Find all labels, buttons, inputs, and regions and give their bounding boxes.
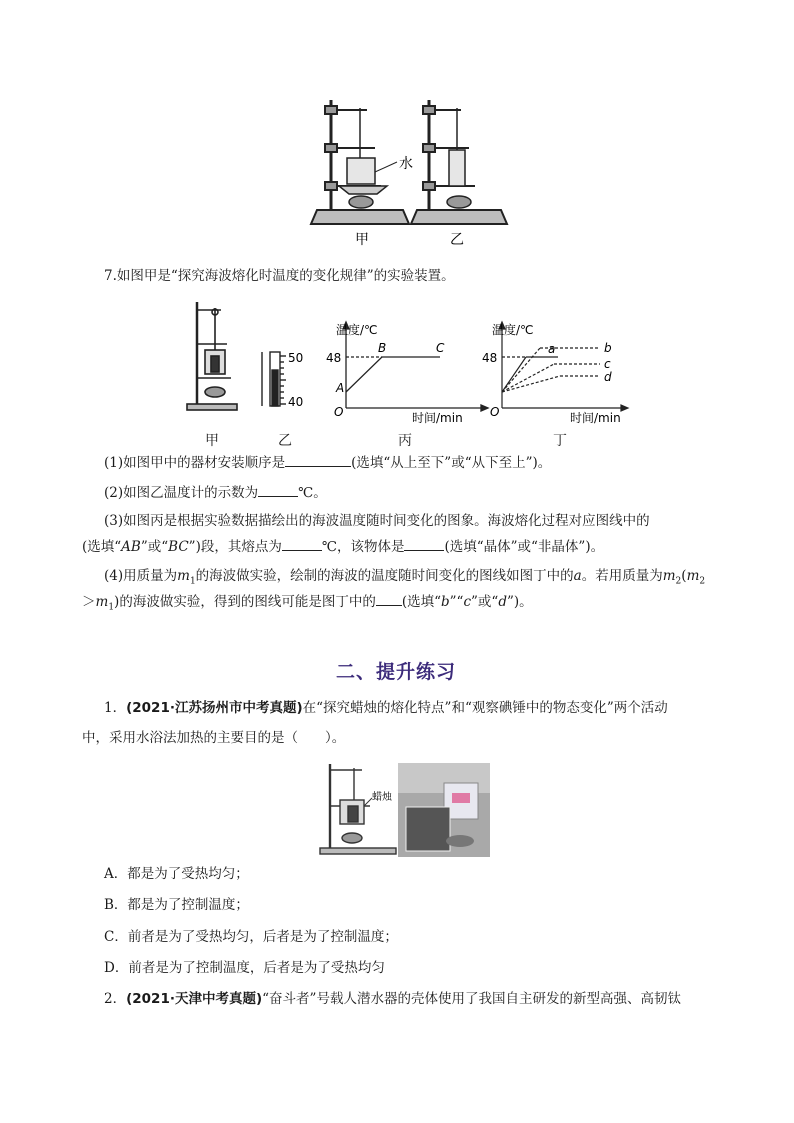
ding-label-d: d bbox=[604, 370, 612, 384]
q7-sub4-line2: $>m_1$)的海波做实验，得到的图线可能是图丁中的 (选填“b”“c”或“d”)。 bbox=[82, 591, 533, 618]
q7-caption-ding: 丁 bbox=[553, 433, 567, 449]
section2-heading: 二、提升练习 bbox=[336, 661, 457, 683]
ding-line-c-rise bbox=[502, 364, 554, 392]
q7-sub2: (2)如图乙温度计的示数为 ℃。 bbox=[104, 482, 327, 503]
s2-q1-option-c[interactable]: C．前者是为了受热均匀，后者是为了控制温度； bbox=[104, 929, 398, 945]
ding-label-a: a bbox=[548, 342, 556, 356]
q7-sub3-blank2 bbox=[404, 536, 444, 551]
q7-chart-bing bbox=[322, 318, 498, 424]
bing-ylabel: 温度/℃ bbox=[336, 323, 378, 337]
q7-sub3-blank1 bbox=[282, 536, 322, 551]
q7-sub1: (1)如图甲中的器材安装顺序是 (选填“从上至下”或“从下至上”)。 bbox=[104, 452, 551, 473]
q7-chart-ding bbox=[482, 318, 638, 424]
top-caption-jia: 甲 bbox=[355, 232, 369, 248]
ding-y-tick-48: 48 bbox=[482, 351, 498, 365]
bing-origin: O bbox=[334, 405, 344, 419]
q7-stem: 7.如图甲是“探究海波熔化时温度的变化规律”的实验装置。 bbox=[104, 268, 455, 284]
bing-point-b: B bbox=[378, 341, 387, 355]
s2-q2-line1: 2．(2021·天津中考真题)“奋斗者”号载人潜水器的壳体使用了我国自主研发的新型高强、高韧钛 bbox=[104, 991, 681, 1007]
s2-q1-candle-label: 蜡烛 bbox=[372, 792, 392, 803]
top-caption-yi: 乙 bbox=[450, 232, 464, 248]
ding-label-b: b bbox=[604, 341, 612, 355]
thermometer-top-tick: 50 bbox=[288, 351, 304, 365]
s2-q1-photo bbox=[398, 763, 490, 857]
bing-point-a: A bbox=[336, 381, 345, 395]
bing-point-c: C bbox=[436, 341, 445, 355]
bing-segment-ab bbox=[346, 357, 382, 392]
ding-ylabel: 温度/℃ bbox=[492, 323, 534, 337]
q7-apparatus-jia bbox=[185, 300, 239, 412]
q7-sub4-blank bbox=[376, 591, 402, 606]
water-label: 水 bbox=[399, 156, 413, 172]
ding-xlabel: 时间/min bbox=[570, 411, 621, 424]
top-apparatus-figure bbox=[305, 92, 515, 250]
ding-line-b-rise bbox=[502, 348, 540, 392]
ding-label-c: c bbox=[604, 357, 611, 371]
q7-thermometer-yi bbox=[258, 350, 312, 410]
q7-sub1-blank bbox=[285, 452, 351, 467]
q7-caption-yi: 乙 bbox=[278, 433, 292, 449]
q7-caption-jia: 甲 bbox=[205, 433, 219, 449]
q7-sub4-line1: (4)用质量为$m_1$的海波做实验，绘制的海波的温度随时间变化的图线如图丁中的a。若用质量为$m_2(m_2$ bbox=[104, 568, 706, 587]
bing-y-tick-48: 48 bbox=[326, 351, 342, 365]
ding-origin: O bbox=[490, 405, 500, 419]
q7-sub3-line1: (3)如图丙是根据实验数据描绘出的海波温度随时间变化的图象。海波熔化过程对应图线中的 bbox=[104, 513, 650, 529]
s2-q1-option-d[interactable]: D．前者是为了控制温度，后者是为了受热均匀 bbox=[104, 960, 385, 976]
thermometer-bottom-tick: 40 bbox=[288, 395, 304, 409]
q7-sub2-blank bbox=[258, 482, 298, 497]
s2-q1-line1: 1．(2021·江苏扬州市中考真题)在“探究蜡烛的熔化特点”和“观察碘锤中的物态变化”两个活动 bbox=[104, 700, 668, 716]
s2-q1-apparatus bbox=[318, 760, 400, 856]
s2-q1-option-b[interactable]: B．都是为了控制温度； bbox=[104, 897, 249, 913]
q7-caption-bing: 丙 bbox=[398, 433, 412, 449]
s2-q1-line2: 中，采用水浴法加热的主要目的是（ ）。 bbox=[82, 730, 346, 746]
q7-sub3-line2: (选填“AB”或“BC”)段，其熔点为 ℃，该物体是 (选填“晶体”或“非晶体”)。 bbox=[82, 536, 604, 557]
s2-q1-option-a[interactable]: A．都是为了受热均匀； bbox=[104, 866, 249, 882]
bing-xlabel: 时间/min bbox=[412, 411, 463, 424]
